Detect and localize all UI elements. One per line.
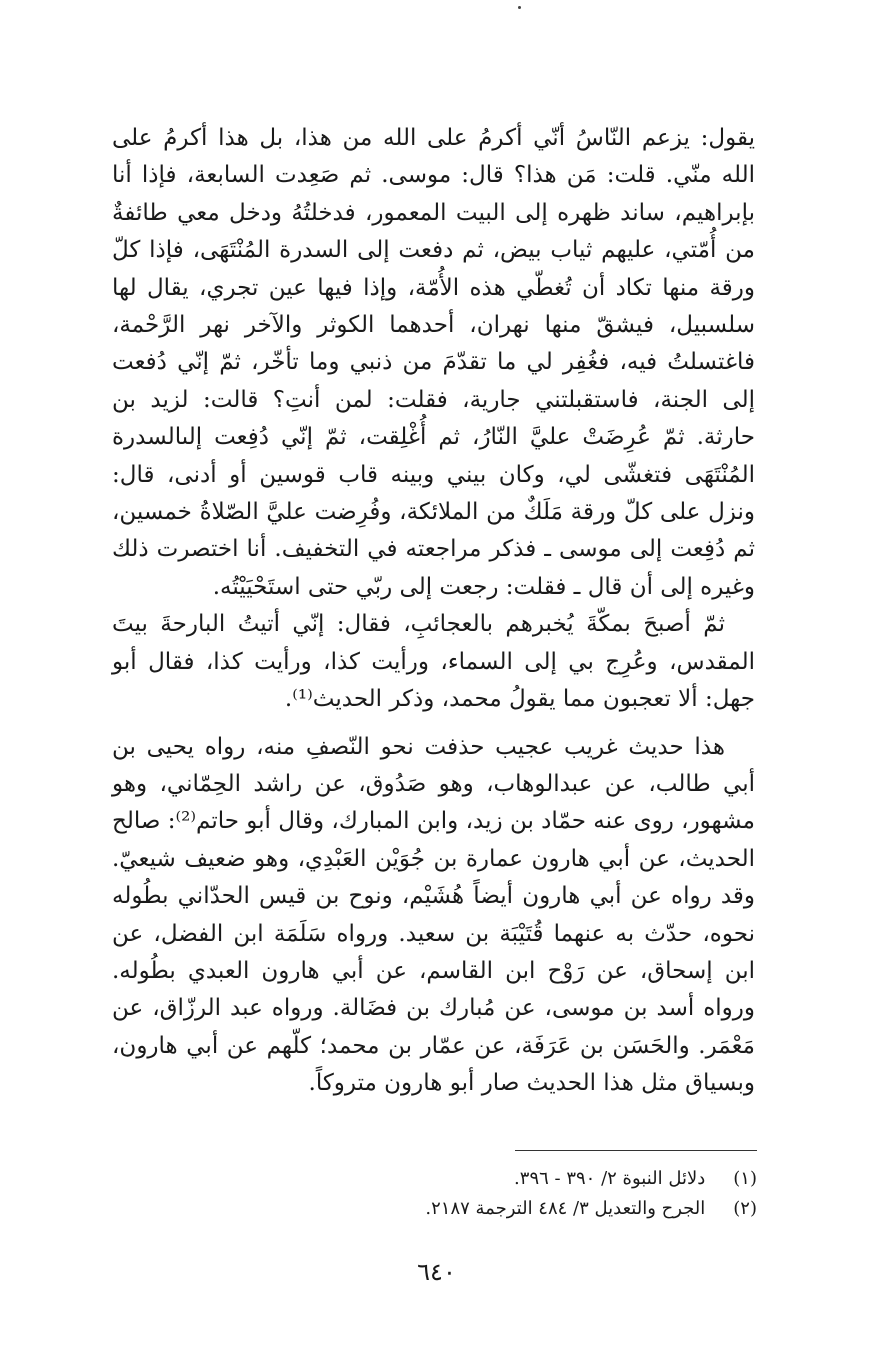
footnote-separator [515, 1150, 757, 1151]
paragraph-2: ثمّ أصبحَ بمكّةَ يُخبرهم بالعجائبِ، فقال: إنّي أتيتُ البارحةَ بيتَ المقدس، وعُرِج بي إلى السماء، ورأيت كذا، ورأيت كذا، فقال أبو جهل: ألا تعجبون مما يقولُ محمد، وذكر الحديث⁽¹⁾. [112, 611, 755, 713]
footnote-text: دلائل النبوة ٢/ ٣٩٠ - ٣٩٦. [514, 1168, 706, 1189]
scan-speck [518, 6, 521, 9]
footnote-number: (١) [733, 1168, 757, 1189]
page-number: ٦٤٠ [417, 1258, 456, 1286]
paragraph-3: هذا حديث غريب عجيب حذفت نحو النّصفِ منه، رواه يحيى بن أبي طالب، عن عبدالوهاب، وهو صَدُوق، عن راشد الحِمّاني، وهو مشهور، روى عنه حمّاد بن زيد، وابن المبارك، وقال أبو حاتم⁽²⁾: صالح الحديث، عن أبي هارون عمارة بن جُوَيْن العَبْدِي، وهو ضعيف شيعيّ. وقد رواه عن أبي هارون أيضاً هُشَيْم، ونوح بن قيس الحدّاني بطُوله نحوه، حدّث به عنهما قُتَيْبَة بن سعيد. ورواه سَلَمَة ابن الفضل، عن ابن إسحاق، عن رَوْح ابن القاسم، عن أبي هارون العبدي بطُوله. ورواه أسد بن موسى، عن مُبارك بن فضَالة. ورواه عبد الرزّاق، عن مَعْمَر. والحَسَن بن عَرَفَة، عن عمّار بن محمد؛ كلّهم عن أبي هارون، وبسياق مثل هذا الحديث صار أبو هارون متروكاً. [112, 733, 755, 1097]
footnote-number: (٢) [733, 1198, 757, 1219]
paragraph-1: يقول: يزعم النّاسُ أنّي أكرمُ على الله من هذا، بل هذا أكرمُ على الله منّي. قلت: مَن هذا؟ قال: موسى. ثم صَعِدت السابعة، فإذا أنا بإبراهيم، ساند ظهره إلى البيت المعمور، فدخلتُهُ ودخل معي طائفةٌ من أُمّتي، عليهم ثياب بيض، ثم دفعت إلى السدرة المُنْتَهَى، فإذا كلّ ورقة منها تكاد أن تُغطّي هذه الأُمّة، وإذا فيها عين تجري، يقال لها سلسبيل، فيشقّ منها نهران، أحدهما الكوثر والآخر نهر الرَّحْمة، فاغتسلتُ فيه، فغُفِر لي ما تقدّمَ من ذنبي وما تأخّر، ثمّ إنّي دُفعت إلى الجنة، فاستقبلتني جارية، فقلت: لمن أنتِ؟ قالت: لزيد بن حارثة. ثمّ عُرِضَتْ عليَّ النّارُ، ثم أُغْلِقت، ثمّ إنّي دُفِعت إلىالسدرة المُنْتَهَى فتغشّى لي، وكان بيني وبينه قاب قوسين أو أدنى، قال: ونزل على كلّ ورقة مَلَكٌ من الملائكة، وفُرِضت عليَّ الصّلاةُ خمسين، ثم دُفِعت إلى موسى ـ فذكر مراجعته في التخفيف. أنا اختصرت ذلك وغيره إلى أن قال ـ فقلت: رجعت إلى ربّي حتى استَحْيَيْتُه. [112, 125, 755, 600]
footnote-2 [117, 1194, 757, 1224]
footnote-text: الجرح والتعديل ٣/ ٤٨٤ الترجمة ٢١٨٧. [425, 1198, 706, 1219]
page-body [112, 120, 755, 1103]
footnote-1 [117, 1164, 757, 1194]
footnotes [117, 1164, 757, 1224]
